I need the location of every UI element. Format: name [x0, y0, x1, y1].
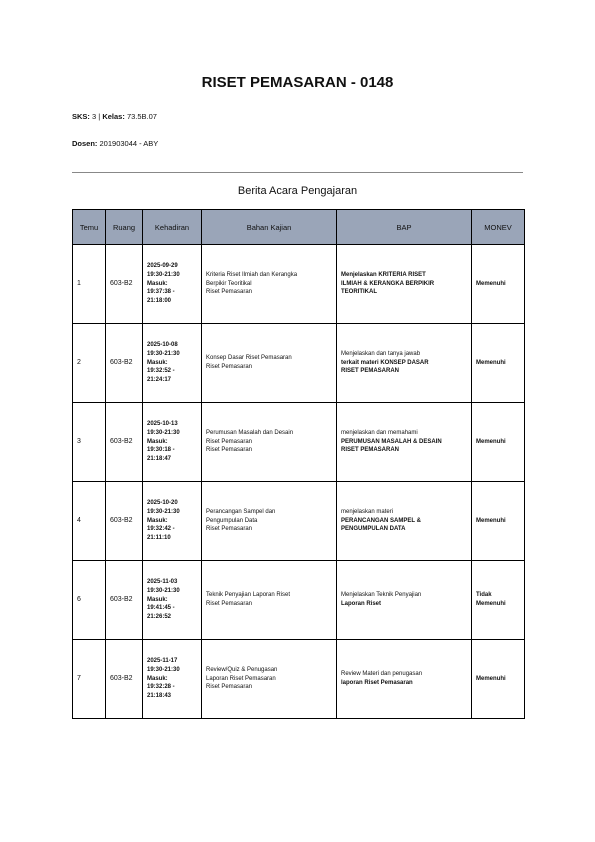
ruang-cell: 603-B2 [106, 324, 143, 403]
bap-line: Laporan Riset [341, 601, 382, 607]
bap-cell [337, 324, 472, 403]
bap-table [72, 209, 525, 719]
header-temu: Temu [73, 210, 106, 245]
kehadiran-line: 19:32:42 - [147, 526, 175, 533]
table-row [73, 324, 525, 403]
temu-cell: 7 [73, 640, 106, 719]
bap-line: menjelaskan dan memahami [341, 429, 418, 436]
sks-value: 3 [92, 112, 97, 121]
kehadiran-line: 19:30-21:30 [147, 429, 180, 436]
bahan-line: Riset Pemasaran [206, 601, 253, 607]
ruang-cell: 603-B2 [106, 482, 143, 561]
kehadiran-line: 21:18:00 [147, 298, 172, 305]
bap-line: PENGUMPULAN DATA [341, 526, 406, 533]
bahan-kajian-cell [202, 403, 337, 482]
kehadiran-line: 19:32:52 - [147, 368, 175, 375]
ruang-cell: 603-B2 [106, 245, 143, 324]
dosen-label: Dosen: [72, 139, 98, 148]
bap-line: PERANCANGAN SAMPEL & [341, 517, 421, 524]
kehadiran-line: 19:30-21:30 [147, 350, 180, 357]
bap-line: Review Materi dan penugasan [341, 671, 423, 678]
kehadiran-line: Masuk: [147, 438, 168, 445]
bahan-line: Riset Pemasaran [206, 364, 253, 370]
kehadiran-line: 2025-11-03 [147, 579, 178, 586]
kehadiran-line: 19:30-21:30 [147, 666, 180, 673]
sks-label: SKS: [72, 112, 90, 121]
ruang-cell: 603-B2 [106, 640, 143, 719]
bahan-line: Riset Pemasaran [206, 438, 253, 445]
temu-cell: 4 [73, 482, 106, 561]
kehadiran-cell [143, 245, 202, 324]
kelas-label: Kelas: [102, 112, 125, 121]
header-ruang: Ruang [106, 210, 143, 245]
kehadiran-line: 21:18:47 [147, 456, 172, 463]
kehadiran-line: 21:24:17 [147, 377, 172, 384]
bahan-line: Pengumpulan Data [206, 517, 258, 524]
table-row [73, 561, 525, 640]
lecturer-meta [72, 139, 158, 148]
table-row [73, 403, 525, 482]
bahan-line: Kriteria Riset Ilmiah dan Kerangka [206, 271, 298, 278]
section-title: Berita Acara Pengajaran [237, 185, 358, 197]
table-row [73, 245, 525, 324]
bap-line: RISET PEMASARAN [341, 447, 400, 454]
bahan-kajian-cell [202, 482, 337, 561]
kehadiran-line: 19:30:18 - [147, 447, 175, 454]
kehadiran-line: 21:18:43 [147, 693, 172, 700]
monev-cell: Memenuhi [472, 245, 525, 324]
kehadiran-line: 2025-11-17 [147, 658, 178, 665]
divider [72, 172, 523, 173]
bap-line: TEORITIKAL [341, 289, 377, 296]
kehadiran-line: 21:11:10 [147, 535, 171, 542]
bap-cell [337, 561, 472, 640]
kehadiran-line: Masuk: [147, 359, 168, 366]
bahan-line: Perancangan Sampel dan [206, 508, 276, 515]
bahan-line: Riset Pemasaran [206, 684, 253, 691]
monev-cell: Tidak Memenuhi [472, 561, 525, 640]
kehadiran-line: 2025-10-20 [147, 500, 178, 507]
dosen-value: 201903044 - ABY [99, 139, 159, 148]
bap-line: menjelaskan materi [341, 508, 394, 515]
bap-cell [337, 640, 472, 719]
kehadiran-line: Masuk: [147, 517, 168, 524]
kehadiran-line: 19:30-21:30 [147, 508, 180, 515]
meta-separator: | [98, 112, 101, 121]
bap-line: Menjelaskan Teknik Penyajian [341, 592, 422, 599]
temu-cell: 6 [73, 561, 106, 640]
bap-cell [337, 403, 472, 482]
bap-line: Menjelaskan KRITERIA RISET [341, 271, 426, 278]
header-kehadiran: Kehadiran [143, 210, 202, 245]
header-bahan-kajian: Bahan Kajian [202, 210, 337, 245]
header-bap: BAP [337, 210, 472, 245]
kehadiran-line: Masuk: [147, 596, 168, 603]
bahan-line: Konsep Dasar Riset Pemasaran [206, 355, 292, 362]
kehadiran-line: 19:30-21:30 [147, 587, 180, 594]
bahan-kajian-cell [202, 245, 337, 324]
bahan-line: Riset Pemasaran [206, 526, 253, 533]
bap-line: RISET PEMASARAN [341, 368, 400, 375]
bahan-line: Berpikir Teoritikal [206, 280, 252, 287]
ruang-cell: 603-B2 [106, 561, 143, 640]
page-title: RISET PEMASARAN - 0148 [201, 74, 394, 91]
kehadiran-line: Masuk: [147, 675, 168, 682]
bap-line: ILMIAH & KERANGKA BERPIKIR [341, 280, 435, 287]
temu-cell: 2 [73, 324, 106, 403]
kehadiran-cell [143, 403, 202, 482]
bap-line: terkait materi KONSEP DASAR [341, 359, 429, 366]
course-meta [72, 112, 157, 121]
bap-line: laporan Riset Pemasaran [341, 680, 413, 686]
kehadiran-cell [143, 482, 202, 561]
monev-cell: Memenuhi [472, 403, 525, 482]
table-row [73, 640, 525, 719]
bahan-kajian-cell [202, 640, 337, 719]
bahan-line: Review/Quiz & Penugasan [206, 666, 278, 673]
table-header-row [73, 210, 525, 245]
monev-cell: Memenuhi [472, 482, 525, 561]
bahan-kajian-cell [202, 561, 337, 640]
kehadiran-line: 19:41:45 - [147, 605, 175, 612]
kehadiran-line: Masuk: [147, 280, 168, 287]
bahan-kajian-cell [202, 324, 337, 403]
kehadiran-cell [143, 640, 202, 719]
kehadiran-line: 19:37:38 - [147, 289, 175, 296]
bahan-line: Perumusan Masalah dan Desain [206, 429, 294, 436]
temu-cell: 3 [73, 403, 106, 482]
monev-cell: Memenuhi [472, 324, 525, 403]
ruang-cell: 603-B2 [106, 403, 143, 482]
kehadiran-line: 2025-09-29 [147, 263, 178, 270]
bahan-line: Riset Pemasaran [206, 289, 253, 296]
bahan-line: Teknik Penyajian Laporan Riset [206, 592, 291, 599]
bahan-line: Laporan Riset Pemasaran [206, 675, 276, 682]
bap-cell [337, 245, 472, 324]
kehadiran-line: 19:30-21:30 [147, 271, 180, 278]
bap-line: PERUMUSAN MASALAH & DESAIN [341, 438, 442, 445]
kehadiran-line: 21:26:52 [147, 614, 172, 621]
kehadiran-cell [143, 561, 202, 640]
header-monev: MONEV [472, 210, 525, 245]
bap-cell [337, 482, 472, 561]
kehadiran-cell [143, 324, 202, 403]
table-row [73, 482, 525, 561]
kehadiran-line: 2025-10-08 [147, 342, 178, 349]
bap-line: Menjelaskan dan tanya jawab [341, 350, 421, 357]
kehadiran-line: 2025-10-13 [147, 421, 178, 428]
bahan-line: Riset Pemasaran [206, 447, 253, 454]
kelas-value: 73.5B.07 [126, 112, 157, 121]
monev-cell: Memenuhi [472, 640, 525, 719]
kehadiran-line: 19:32:28 - [147, 684, 175, 691]
temu-cell: 1 [73, 245, 106, 324]
